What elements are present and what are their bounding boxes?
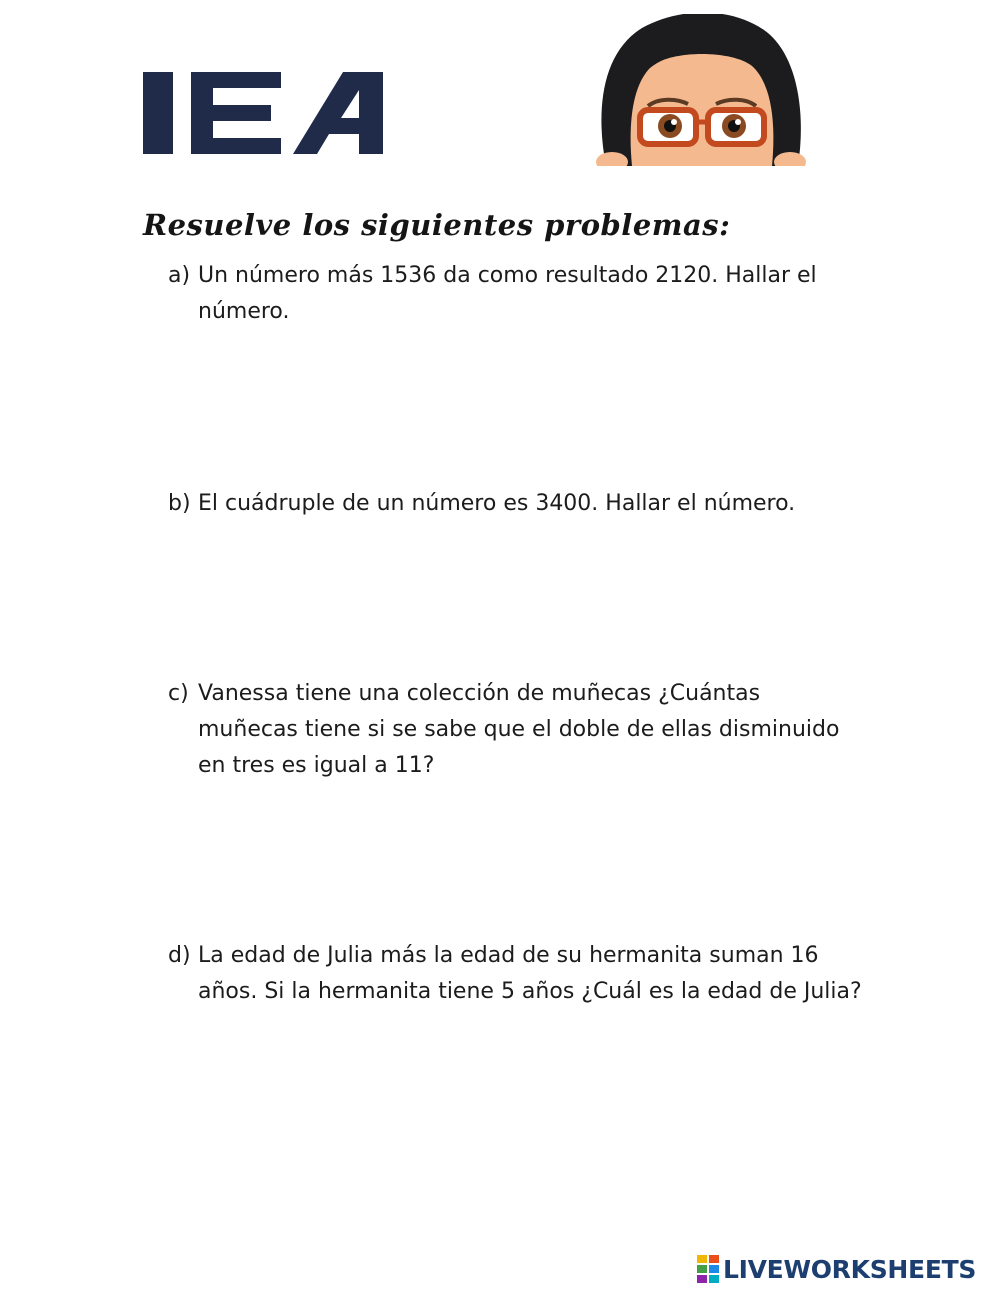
problem-letter: c) (168, 681, 189, 706)
problem-text: La edad de Julia más la edad de su hermanita suman 16 años. Si la hermanita tiene 5 años ¿Cuál es la edad de Julia? (198, 943, 862, 1004)
problem-text: Vanessa tiene una colección de muñecas ¿Cuántas muñecas tiene si se sabe que el doble de ellas disminuido en tres es igual a 11? (198, 681, 840, 778)
teacher-avatar-icon (592, 14, 810, 166)
problem-text: El cuádruple de un número es 3400. Hallar el número. (198, 491, 796, 516)
problem-letter: d) (168, 943, 191, 968)
problem-d (168, 938, 868, 1010)
problem-c (168, 676, 868, 784)
liveworksheets-logo-icon (697, 1255, 719, 1283)
liveworksheets-brand: LIVEWORKSHEETS (723, 1254, 977, 1284)
problem-a (168, 258, 868, 330)
liveworksheets-footer (697, 1253, 976, 1285)
page-title: Resuelve los siguientes problemas: (143, 208, 731, 242)
problem-b (168, 486, 868, 522)
problem-text: Un número más 1536 da como resultado 2120. Hallar el número. (198, 263, 817, 324)
problem-letter: b) (168, 491, 191, 516)
iea-logo (143, 72, 383, 154)
problem-letter: a) (168, 263, 191, 288)
